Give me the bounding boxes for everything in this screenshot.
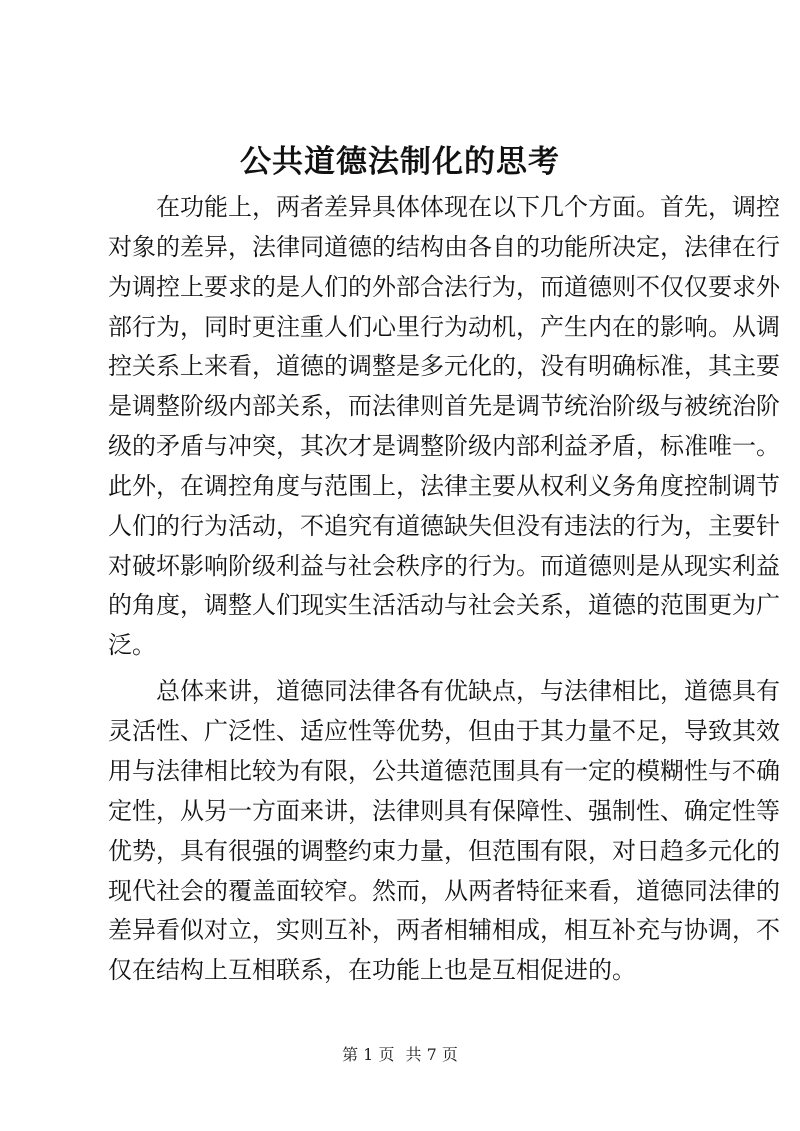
- paragraph-1-line-6: 是调整阶级内部关系，而法律则首先是调节统治阶级与被统治阶: [108, 392, 780, 420]
- page-footer: [0, 1045, 800, 1065]
- paragraph-2-line-1: 总体来讲，道德同法律各有优缺点，与法律相比，道德具有: [108, 677, 780, 705]
- paragraph-2-line-2: 灵活性、广泛性、适应性等优势，但由于其力量不足，导致其效: [108, 717, 780, 745]
- paragraph-1-line-5: 控关系上来看，道德的调整是多元化的，没有明确标准，其主要: [108, 352, 780, 380]
- paragraph-1-line-4: 部行为，同时更注重人们心里行为动机，产生内在的影响。从调: [108, 313, 780, 341]
- paragraph-1-line-9: 人们的行为活动，不追究有道德缺失但没有违法的行为，主要针: [108, 512, 780, 540]
- paragraph-2-line-4: 定性，从另一方面来讲，法律则具有保障性、强制性、确定性等: [108, 797, 780, 825]
- paragraph-1-line-8: 此外，在调控角度与范围上，法律主要从权利义务角度控制调节: [108, 472, 780, 500]
- paragraph-1-line-1: 在功能上，两者差异具体体现在以下几个方面。首先，调控: [108, 193, 780, 221]
- paragraph-2-line-3: 用与法律相比较为有限，公共道德范围具有一定的模糊性与不确: [108, 757, 780, 785]
- page-number: 第 1 页: [342, 1045, 395, 1064]
- paragraph-2-line-5: 优势，具有很强的调整约束力量，但范围有限，对日趋多元化的: [108, 837, 780, 865]
- paragraph-2-line-7: 差异看似对立，实则互补，两者相辅相成，相互补充与协调，不: [108, 916, 780, 944]
- paragraph-1-line-11: 的角度，调整人们现实生活活动与社会关系，道德的范围更为广: [108, 591, 780, 619]
- paragraph-2-line-8: 仅在结构上互相联系，在功能上也是互相促进的。: [108, 956, 636, 984]
- paragraph-1-line-10: 对破坏影响阶级利益与社会秩序的行为。而道德则是从现实利益: [108, 552, 780, 580]
- paragraph-2-line-6: 现代社会的覆盖面较窄。然而，从两者特征来看，道德同法律的: [108, 877, 780, 905]
- paragraph-1-line-2: 对象的差异，法律同道德的结构由各自的功能所决定，法律在行: [108, 233, 780, 261]
- page-total: 共 7 页: [405, 1045, 458, 1064]
- paragraph-1-line-7: 级的矛盾与冲突，其次才是调整阶级内部利益矛盾，标准唯一。: [108, 432, 780, 460]
- page-title: 公共道德法制化的思考: [240, 144, 560, 180]
- paragraph-1-line-3: 为调控上要求的是人们的外部合法行为，而道德则不仅仅要求外: [108, 273, 780, 301]
- paragraph-1-line-12: 泛。: [108, 631, 156, 659]
